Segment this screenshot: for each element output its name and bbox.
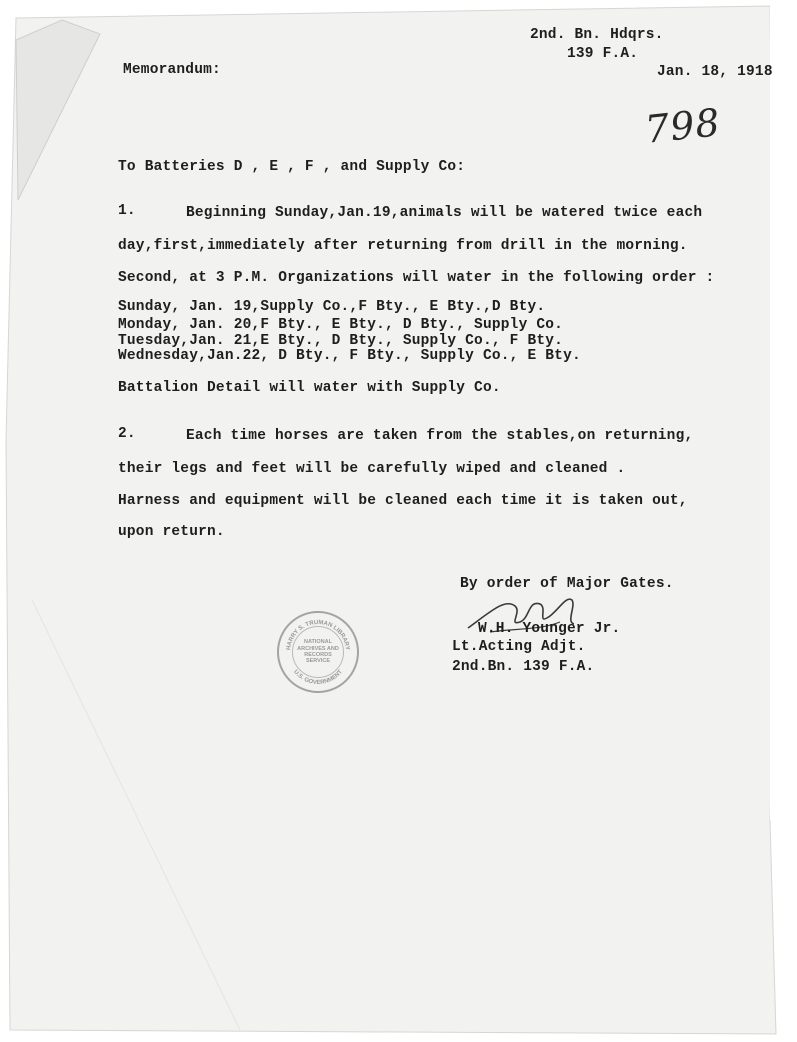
stamp-ring-text: HARRY S. TRUMAN LIBRARY xyxy=(286,619,350,651)
addressee-line: To Batteries D , E , F , and Supply Co: xyxy=(118,159,466,175)
stamp-inner-text: NATIONAL ARCHIVES AND RECORDS SERVICE xyxy=(297,639,339,665)
unit-line-2: 139 F.A. xyxy=(567,46,639,62)
order-line: By order of Major Gates. xyxy=(460,576,674,592)
signer-title: Lt.Acting Adjt. xyxy=(452,639,586,655)
battalion-note: Battalion Detail will water with Supply Co. xyxy=(118,380,501,396)
signer-unit: 2nd.Bn. 139 F.A. xyxy=(452,659,595,675)
para2-line4: upon return. xyxy=(118,524,225,540)
stamp-center xyxy=(292,626,344,678)
para2-line2: their legs and feet will be carefully wiped and cleaned . xyxy=(118,461,626,477)
library-stamp xyxy=(277,611,359,693)
unit-line-1: 2nd. Bn. Hdqrs. xyxy=(530,27,664,43)
schedule-sunday: Sunday, Jan. 19,Supply Co.,F Bty., E Bty.,D Bty. xyxy=(118,299,546,315)
schedule-wednesday: Wednesday,Jan.22, D Bty., F Bty., Supply Co., E Bty. xyxy=(118,348,581,364)
para2-line3: Harness and equipment will be cleaned each time it is taken out, xyxy=(118,493,688,509)
para1-line1: Beginning Sunday,Jan.19,animals will be watered twice each xyxy=(186,205,703,221)
signer-name: W.H. Younger Jr. xyxy=(478,621,621,637)
para2-number: 2. xyxy=(118,426,136,442)
para2-line1: Each time horses are taken from the stables,on returning, xyxy=(186,428,694,444)
memo-date: Jan. 18, 1918 xyxy=(657,64,773,80)
para1-line3: Second, at 3 P.M. Organizations will water in the following order : xyxy=(118,270,715,286)
memorandum-label: Memorandum: xyxy=(123,62,221,78)
handwritten-number: 798 xyxy=(642,100,723,152)
schedule-monday: Monday, Jan. 20,F Bty., E Bty., D Bty., Supply Co. xyxy=(118,317,564,333)
torn-edge-shadow xyxy=(770,6,797,840)
para1-number: 1. xyxy=(118,203,136,219)
schedule-tuesday: Tuesday,Jan. 21,E Bty., D Bty., Supply Co., F Bty. xyxy=(118,333,564,349)
stamp-ring-bottom: U.S. GOVERNMENT xyxy=(292,669,344,687)
para1-line2: day,first,immediately after returning from drill in the morning. xyxy=(118,238,688,254)
